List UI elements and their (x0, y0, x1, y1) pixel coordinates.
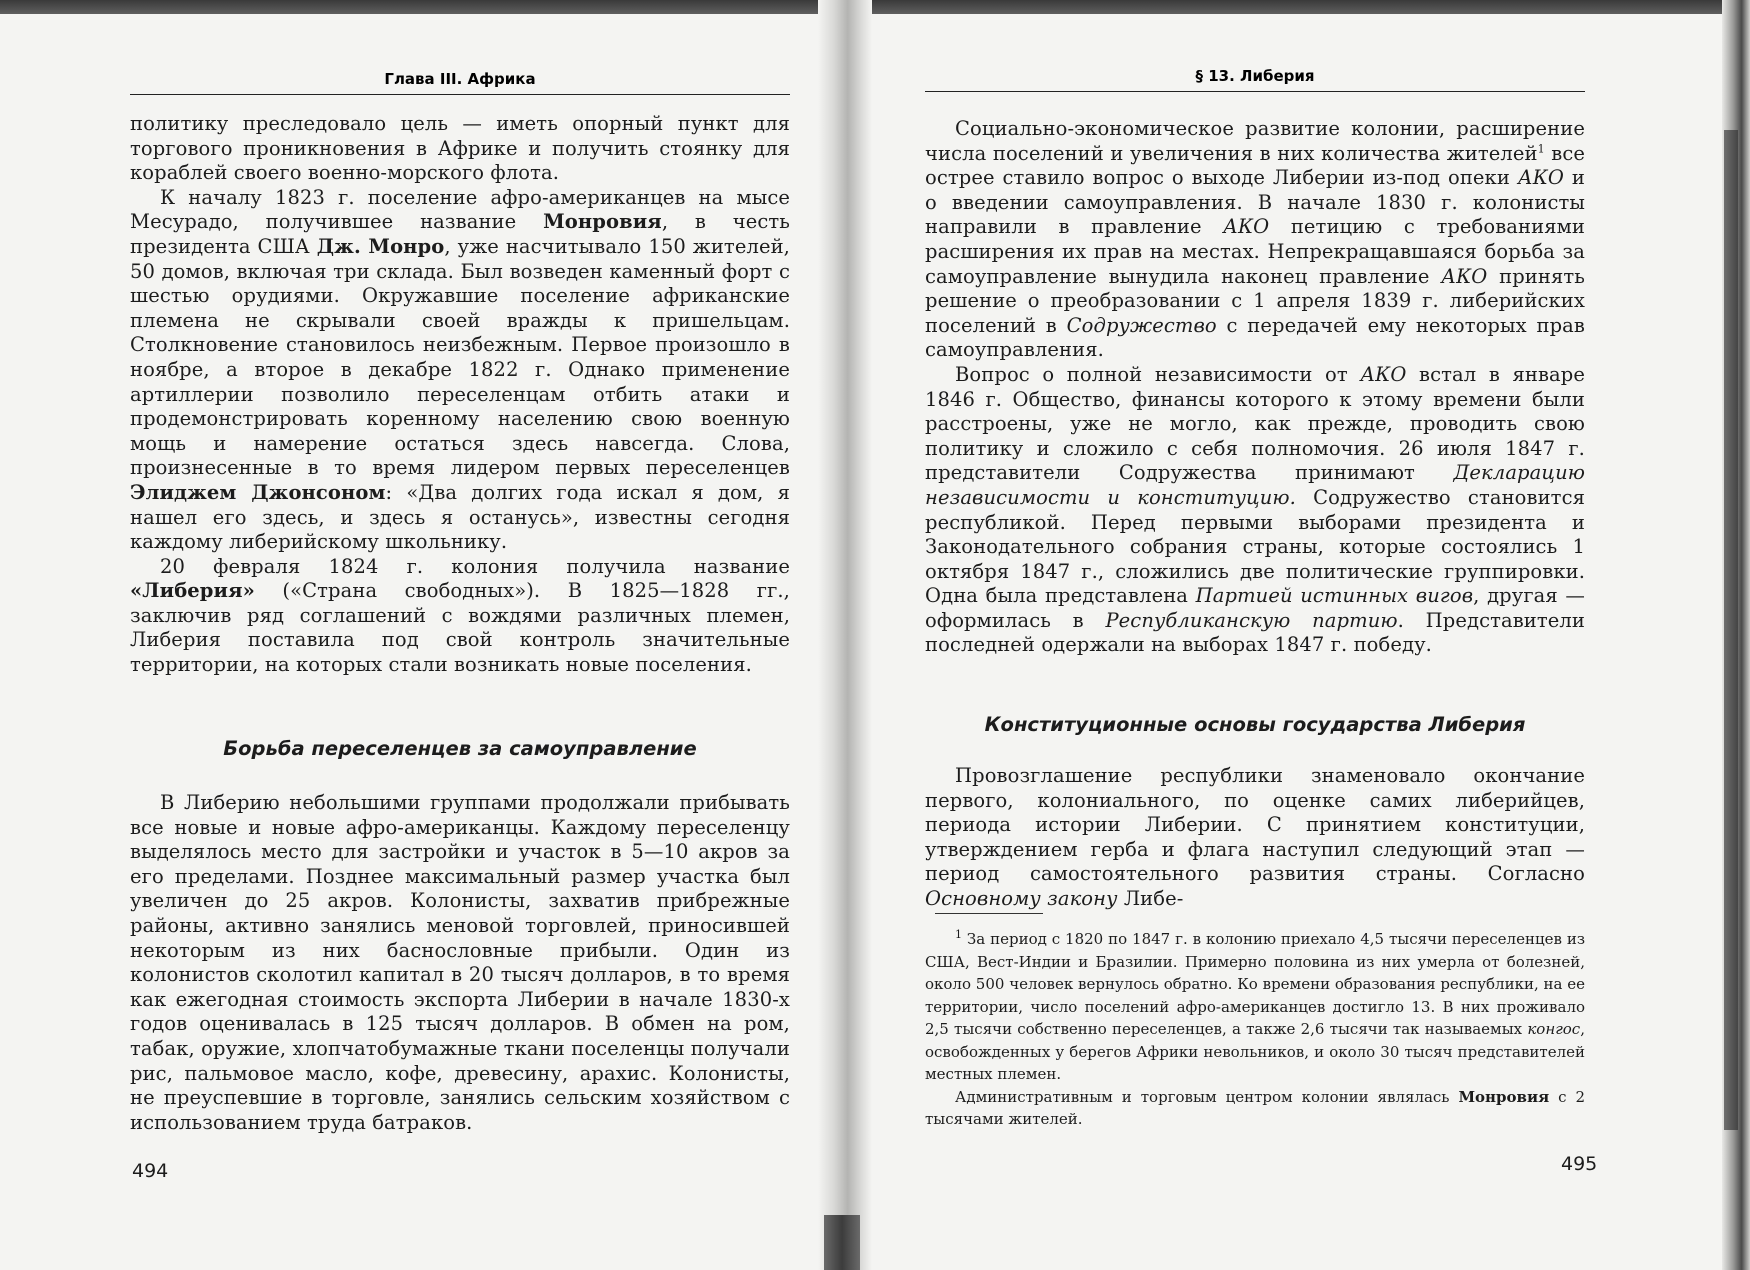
text-run: с передачей ему некоторых прав самоуправления. (925, 313, 1585, 362)
text-run: конгос (1527, 1020, 1581, 1038)
text-run: Провозглашение республики знаменовало окончание первого, колониального, по оценке самих либерийцев, периода истории Либерии. С принятием конституции, утверждением герба и флага наступил следующий этап — период самостоятельного развития страны. Согласно (925, 764, 1585, 886)
text-run: («Страна свободных»). В 1825—1828 гг., заключив ряд соглашений с вождями различных племен, Либерия поставила под свой контроль значительные территории, на которых стали возникать новые поселения. (130, 579, 790, 677)
text-run: Элиджем Джонсоном (130, 480, 386, 504)
left-section-heading-wrap (130, 737, 790, 760)
footnote (925, 1086, 1585, 1131)
left-text-bottom (130, 791, 790, 1135)
right-text-bottom (925, 764, 1585, 912)
paragraph (925, 117, 1585, 363)
section-title: Борьба переселенцев за самоуправление (223, 737, 697, 760)
text-run: Партией истинных вигов (1195, 584, 1474, 608)
text-run: Социально-экономическое развитие колонии, расширение числа поселений и увеличения в них количества жителей (925, 117, 1585, 165)
page-edge-shadow (1724, 130, 1738, 1130)
text-run: Монровия (1458, 1087, 1550, 1106)
text-run: петицию с требованиями расширения их прав на местах. Непрекращавшаяся борьба за самоуправление вынудила наконец правление (925, 215, 1585, 288)
text-run: Вопрос о полной независимости от (955, 362, 1361, 386)
text-run: . Представители последней одержали на выборах 1847 г. победу. (925, 608, 1585, 657)
text-run: Административным и торговым центром колонии являлась (955, 1087, 1459, 1106)
text-run: АКО (1360, 362, 1407, 386)
book-spine-shadow (824, 1215, 860, 1270)
footnote (925, 928, 1585, 1086)
text-run: АКО (1441, 264, 1488, 288)
paragraph (130, 791, 790, 1135)
paragraph (925, 363, 1585, 658)
book-spine (818, 0, 872, 1270)
text-run: , другая — оформилась в (925, 584, 1585, 632)
text-run: АКО (1517, 166, 1564, 190)
page-number-left: 494 (132, 1160, 169, 1182)
footnotes (925, 928, 1585, 1131)
left-text-top (130, 112, 790, 678)
right-text-top (925, 117, 1585, 658)
text-run: 20 февраля 1824 г. колония получила название (160, 554, 790, 578)
text-run: , в честь президента США (130, 210, 791, 258)
text-run: все острее ставило вопрос о выходе Либерии из-под опеки (925, 141, 1585, 190)
text-run: Либе- (1117, 886, 1184, 910)
text-run: политику преследовало цель — иметь опорный пункт для торгового проникновения в Африке и получить стоянку для кораблей своего военно-морского флота. (130, 112, 790, 185)
text-run: Декларацию независимости и конституцию. (925, 461, 1585, 509)
text-run: Содружество (1066, 313, 1217, 337)
right-section-heading-wrap (925, 713, 1585, 736)
text-run: 1 (1537, 142, 1545, 156)
text-run: За период с 1820 по 1847 г. в колонию приехало 4,5 тысячи переселенцев из США, Вест-Индии и Бразилии. Примерно половина из них умерла от болезней, около 500 человек вернулось обратно. Ко времени образования республики, на ее территории, число поселений афро-американцев достигло 13. В них проживало 2,5 тысячи собственно переселенцев, а также 2,6 тысячи так называемых (925, 930, 1585, 1038)
text-run: с 2 тысячами жителей. (925, 1087, 1585, 1128)
text-run: встал в январе 1846 г. Общество, финансы которого к этому времени были расстроены, уже не могло, как прежде, проводить свою политику и сложило с себя полномочия. 26 июля 1847 г. представители Содружества принимают (925, 362, 1585, 485)
text-run: В Либерию небольшими группами продолжали прибывать все новые и новые афро-американцы. Каждому переселенцу выделялось место для застройки и участок в 5—10 акров за его пределами. Позднее максимальный размер участка был увеличен до 25 акров. Колонисты, захватив прибрежные районы, активно занялись меновой торговлей, приносившей некоторым из них баснословные прибыли. Один из колонистов сколотил капитал в 20 тысяч долларов, в то время как ежегодная стоимость экспорта Либерии в начале 1830-х годов оценивалась в 125 тысяч долларов. В обмен на ром, табак, оружие, хлопчатобумажные ткани поселенцы получали рис, пальмовое масло, кофе, древесину, арахис. Колонисты, не преуспевшие в торговле, занялись сельским хозяйством с использованием труда батраков. (130, 791, 790, 1134)
text-run: Основному закону (925, 886, 1118, 910)
text-run: , освобожденных у берегов Африки невольников, и около 30 тысяч представителей местных племен. (925, 1020, 1585, 1083)
paragraph (130, 186, 790, 555)
paragraph (130, 555, 790, 678)
text-run: и о введении самоуправления. В начале 1830 г. колонисты направили в правление (925, 166, 1585, 239)
page-number-right: 495 (1561, 1153, 1598, 1175)
text-run: Республиканскую партию (1105, 608, 1398, 632)
text-run: принять решение о преобразовании с 1 апреля 1839 г. либерийских поселений в (925, 264, 1585, 337)
text-run: , уже насчитывало 150 жителей, 50 домов, включая три склада. Был возведен каменный форт с шестью орудиями. Окружавшие поселение африканские племена не скрывали своей вражды к пришельцам. Столкновение становилось неизбежным. Первое произошло в ноябре, а второе в декабре 1822 г. Однако применение артиллерии позволило переселенцам отбить атаки и продемонстрировать коренному населению свою военную мощь и намерение остаться здесь навсегда. Слова, произнесенные в то время лидером первых переселенцев (130, 234, 790, 480)
running-head-right: § 13. Либерия (925, 67, 1585, 92)
paragraph (925, 764, 1585, 912)
section-title: Конституционные основы государства Либерия (984, 713, 1526, 736)
text-run: Монровия (543, 210, 662, 234)
text-run: Содружество становится республикой. Перед первыми выборами президента и Законодательного собрания страны, которые состоялись 1 октября 1847 г., сложились две политические группировки. Одна была представлена (925, 485, 1585, 608)
text-run: : «Два долгих года искал я дом, я нашел его здесь, и здесь я останусь», известны сегодня каждому либерийскому школьнику. (130, 480, 790, 554)
text-run: АКО (1223, 215, 1270, 239)
footnote-rule (935, 913, 1043, 914)
text-run: 1 (955, 928, 962, 941)
text-run: Дж. Монро (316, 234, 445, 258)
paragraph (130, 112, 790, 186)
running-head-left: Глава III. Африка (130, 70, 790, 95)
text-run: «Либерия» (130, 579, 255, 603)
text-run: К началу 1823 г. поселение афро-американцев на мысе Месурадо, получившее название (130, 185, 790, 234)
